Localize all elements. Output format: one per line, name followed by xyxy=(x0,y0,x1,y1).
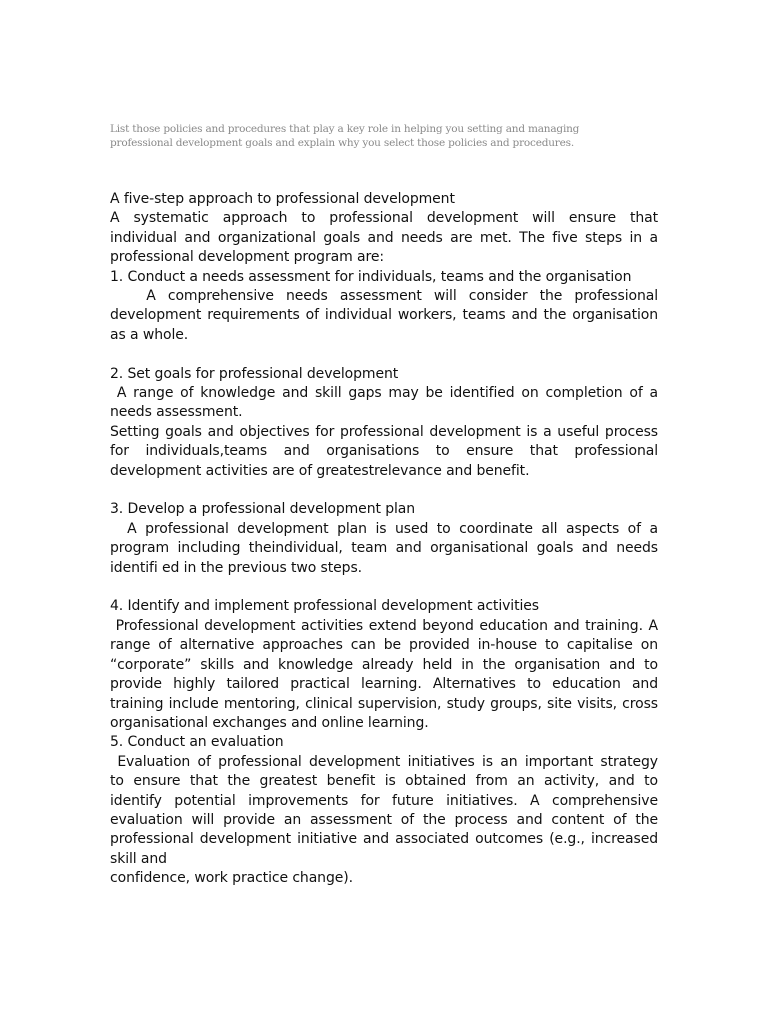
step-text: Professional development activities extend beyond education and training. A xyxy=(110,617,658,634)
step-heading: 5. Conduct an evaluation xyxy=(110,734,284,751)
paragraph-gap xyxy=(110,481,658,500)
step-text: as a whole. xyxy=(110,326,189,343)
question-line: List those policies and procedures that play a key role in helping you setting and managing xyxy=(110,123,580,135)
step-heading: 4. Identify and implement professional development activities xyxy=(110,598,539,615)
question-line: professional development goals and explain why you select those policies and procedures. xyxy=(110,137,574,149)
paragraph-gap xyxy=(110,345,658,364)
step-text: identifi ed in the previous two steps. xyxy=(110,559,362,576)
step-text: program including theindividual, team and organisational goals and needs xyxy=(110,540,658,557)
step-text: training include mentoring, clinical supervision, study groups, site visits, cross xyxy=(110,695,658,712)
intro-line: A systematic approach to professional development will ensure that xyxy=(110,210,658,227)
step-text: skill and xyxy=(110,850,167,867)
step-text: organisational exchanges and online learning. xyxy=(110,714,429,731)
step-text: range of alternative approaches can be provided in-house to capitalise on xyxy=(110,637,658,654)
step-text: professional development initiative and associated outcomes (e.g., increased xyxy=(110,831,658,848)
step-text: development activities are of greatestrelevance and benefit. xyxy=(110,462,530,479)
step-text: identify potential improvements for future initiatives. A comprehensive xyxy=(110,792,658,809)
step-text: development requirements of individual workers, teams and the organisation xyxy=(110,307,658,324)
step-text: Setting goals and objectives for professional development is a useful process xyxy=(110,423,658,440)
answer-body xyxy=(110,190,658,889)
step-text: A comprehensive needs assessment will consider the professional xyxy=(110,288,658,305)
step-heading: 2. Set goals for professional development xyxy=(110,365,399,382)
step-text: confidence, work practice change). xyxy=(110,870,353,887)
step-text: evaluation will provide an assessment of the process and content of the xyxy=(110,811,658,828)
step-heading: 1. Conduct a needs assessment for individuals, teams and the organisation xyxy=(110,268,632,285)
step-text: Evaluation of professional development initiatives is an important strategy xyxy=(110,753,658,770)
intro-line: professional development program are: xyxy=(110,249,384,266)
step-text: for individuals,teams and organisations to ensure that professional xyxy=(110,443,658,460)
step-text: A professional development plan is used to coordinate all aspects of a xyxy=(110,520,658,537)
step-text: needs assessment. xyxy=(110,404,243,421)
document-title: A five-step approach to professional development xyxy=(110,191,455,207)
step-text: A range of knowledge and skill gaps may be identified on completion of a xyxy=(110,385,658,402)
paragraph-gap xyxy=(110,578,658,597)
step-text: “corporate” skills and knowledge already held in the organisation and to xyxy=(110,656,658,673)
step-text: provide highly tailored practical learning. Alternatives to education and xyxy=(110,676,658,693)
intro-line: individual and organizational goals and needs are met. The five steps in a xyxy=(110,229,658,246)
question-prompt xyxy=(110,122,660,150)
step-heading: 3. Develop a professional development plan xyxy=(110,501,416,518)
step-text: to ensure that the greatest benefit is obtained from an activity, and to xyxy=(110,773,658,790)
